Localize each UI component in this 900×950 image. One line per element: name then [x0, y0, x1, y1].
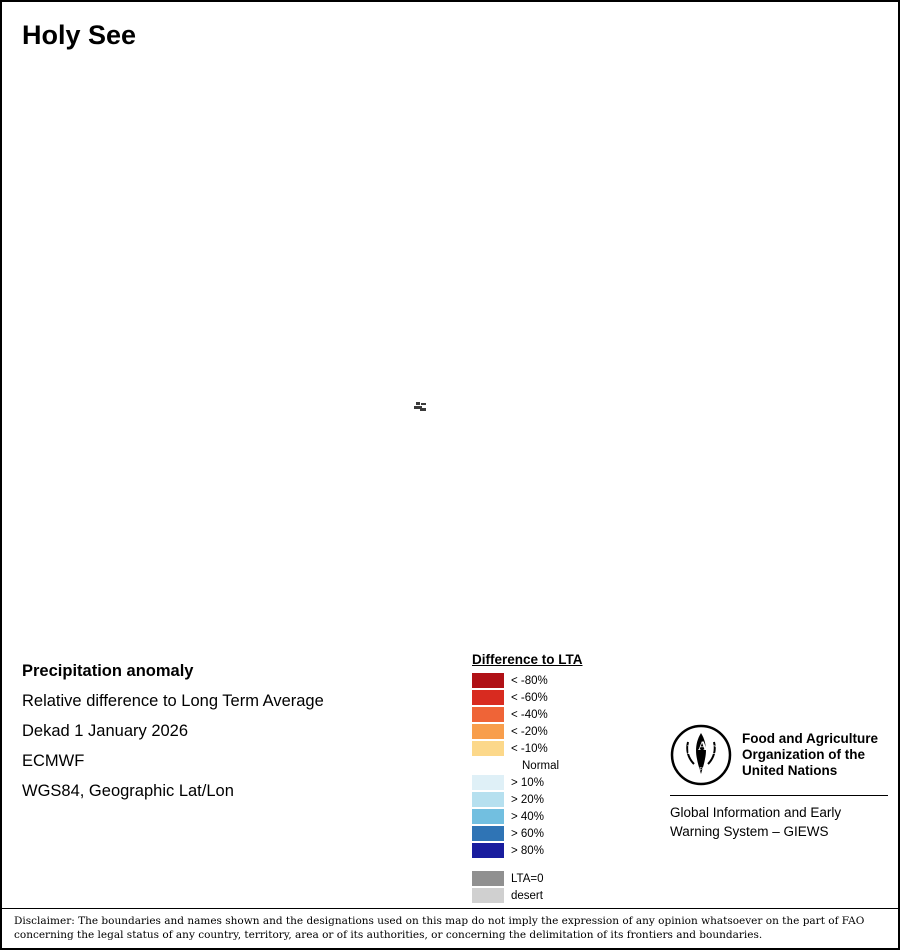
fao-organization-name — [742, 731, 878, 779]
disclaimer — [2, 908, 898, 948]
legend-label: < -80% — [511, 674, 548, 687]
legend-label: > 20% — [511, 793, 544, 806]
legend-label: > 40% — [511, 810, 544, 823]
giews-line-1: Global Information and Early — [670, 805, 842, 820]
country-shape-holy-see — [414, 402, 428, 412]
legend-item — [472, 791, 642, 808]
legend-title: Difference to LTA — [472, 652, 583, 667]
legend-label: desert — [511, 889, 543, 902]
legend-swatch — [472, 888, 504, 903]
legend-item — [472, 706, 642, 723]
svg-text:FIAT PANIS: FIAT PANIS — [686, 767, 716, 773]
svg-text:F: F — [687, 742, 695, 757]
legend-swatch — [472, 809, 504, 824]
legend-swatch — [472, 724, 504, 739]
legend-swatch — [472, 871, 504, 886]
legend-item — [472, 689, 642, 706]
legend-item — [472, 808, 642, 825]
legend-label: > 60% — [511, 827, 544, 840]
map-canvas[interactable] — [6, 62, 894, 642]
svg-text:O: O — [709, 742, 720, 757]
legend-swatch — [472, 707, 504, 722]
legend-swatch — [472, 775, 504, 790]
legend-item — [472, 842, 642, 859]
legend-swatch — [472, 792, 504, 807]
legend-item — [472, 825, 642, 842]
legend-label: < -40% — [511, 708, 548, 721]
legend-label: < -60% — [511, 691, 548, 704]
disclaimer-line-2: concerning the legal status of any country, territory, area or of its authorities, or concerning the delimitation of its frontiers and boundaries. — [14, 929, 763, 941]
disclaimer-line-1: Disclaimer: The boundaries and names shown and the designations used on this map do not imply the expression of any opinion whatsoever on the part of FAO — [14, 915, 865, 927]
fao-org-line-3: United Nations — [742, 763, 838, 778]
legend-swatch — [472, 826, 504, 841]
fao-divider — [670, 795, 888, 796]
svg-text:A: A — [698, 738, 708, 753]
legend-label: LTA=0 — [511, 872, 544, 885]
legend — [472, 652, 642, 904]
giews-name — [670, 803, 892, 841]
legend-label: Normal — [522, 759, 560, 772]
caption-line-title: Precipitation anomaly — [22, 662, 194, 680]
giews-line-2: Warning System – GIEWS — [670, 824, 829, 839]
legend-item — [472, 774, 642, 791]
caption-line-subtitle: Relative difference to Long Term Average — [22, 692, 324, 710]
legend-label: > 10% — [511, 776, 544, 789]
fao-org-line-1: Food and Agriculture — [742, 731, 878, 746]
legend-label: < -10% — [511, 742, 548, 755]
legend-swatch — [472, 843, 504, 858]
caption-line-source: ECMWF — [22, 752, 85, 770]
caption-line-period: Dekad 1 January 2026 — [22, 722, 189, 740]
legend-swatch — [472, 673, 504, 688]
legend-swatch — [472, 690, 504, 705]
legend-item-lta-zero — [472, 870, 642, 887]
legend-label: < -20% — [511, 725, 548, 738]
fao-emblem-icon — [670, 724, 732, 786]
fao-org-line-2: Organization of the — [742, 747, 865, 762]
legend-spacer — [472, 859, 642, 870]
legend-label: > 80% — [511, 844, 544, 857]
legend-item — [472, 740, 642, 757]
legend-item — [472, 672, 642, 689]
caption-block — [22, 656, 442, 806]
fao-branding — [670, 724, 892, 841]
page-title: Holy See — [22, 20, 137, 50]
legend-item — [472, 723, 642, 740]
legend-item-normal — [472, 757, 642, 774]
legend-item-desert — [472, 887, 642, 904]
caption-line-projection: WGS84, Geographic Lat/Lon — [22, 782, 234, 800]
legend-swatch — [472, 758, 504, 773]
legend-swatch — [472, 741, 504, 756]
